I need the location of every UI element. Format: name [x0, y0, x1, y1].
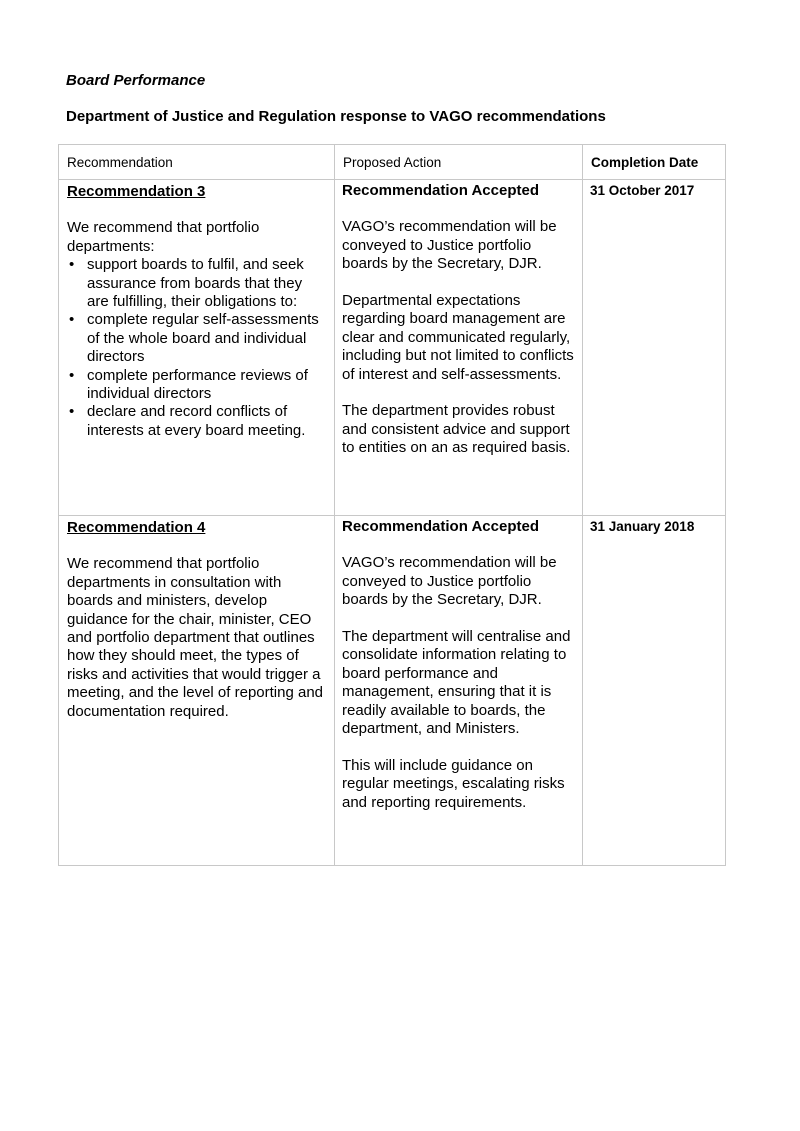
action-status: Recommendation Accepted [342, 182, 539, 199]
recommendation-bullet-list [67, 256, 326, 440]
completion-date-cell [583, 516, 726, 866]
recommendation-title: Recommendation 4 [67, 519, 206, 536]
section-title: Board Performance [66, 72, 206, 89]
table-row [59, 180, 726, 516]
column-header-completion-date: Completion Date [583, 145, 726, 180]
list-item: • support boards to fulfil, and seek assurance from boards that they are fulfilling, their obligations to: [87, 256, 326, 311]
action-paragraph: Departmental expectations regarding board management are clear and communicated regularly, including but not limited to conflicts of interest and self-assessments. [342, 292, 574, 383]
action-paragraph: VAGO’s recommendation will be conveyed to Justice portfolio boards by the Secretary, DJR. [342, 554, 557, 609]
recommendation-cell [59, 516, 335, 866]
completion-date: 31 October 2017 [590, 183, 695, 198]
column-header-proposed-action: Proposed Action [335, 145, 583, 180]
completion-date: 31 January 2018 [590, 519, 695, 534]
proposed-action-cell [335, 180, 583, 516]
table-row [59, 516, 726, 866]
recommendation-text: We recommend that portfolio departments: [67, 219, 260, 255]
action-paragraph: VAGO’s recommendation will be conveyed to Justice portfolio boards by the Secretary, DJR. [342, 218, 557, 273]
list-item: • declare and record conflicts of interests at every board meeting. [87, 403, 326, 440]
recommendation-text: We recommend that portfolio departments in consultation with boards and ministers, develop guidance for the chair, minister, CEO and portfolio department that outlines how they should meet, the types of risks and activities that would trigger a meeting, and the level of reporting and documentation required. [67, 555, 324, 720]
document-heading: Department of Justice and Regulation response to VAGO recommendations [66, 108, 606, 125]
action-paragraph: The department provides robust and consistent advice and support to entities on an as required basis. [342, 402, 571, 457]
action-paragraph: The department will centralise and consolidate information relating to board performance and management, ensuring that it is readily available to boards, the department, and Ministers. [342, 628, 571, 738]
action-paragraph: This will include guidance on regular meetings, escalating risks and reporting requirements. [342, 756, 565, 811]
table-header-row [59, 145, 726, 180]
list-item: • complete regular self-assessments of the whole board and individual directors [87, 311, 326, 366]
action-status: Recommendation Accepted [342, 518, 539, 535]
column-header-recommendation: Recommendation [59, 145, 335, 180]
recommendations-table [58, 144, 726, 866]
completion-date-cell [583, 180, 726, 516]
list-item: • complete performance reviews of individual directors [87, 367, 326, 404]
recommendation-cell [59, 180, 335, 516]
proposed-action-cell [335, 516, 583, 866]
recommendation-title: Recommendation 3 [67, 183, 206, 200]
